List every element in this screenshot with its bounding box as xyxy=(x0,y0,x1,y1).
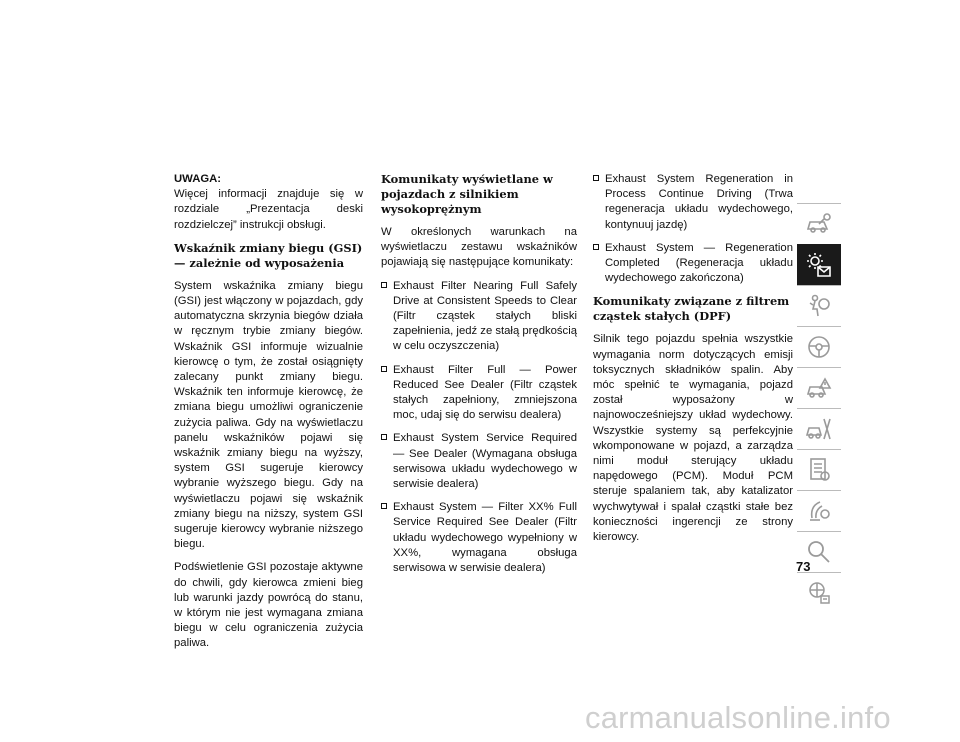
tab-airbag-safety[interactable] xyxy=(797,285,841,326)
paragraph: Silnik tego pojazdu spełnia wszystkie wymagania norm dotyczących emisji toksycznych składników spalin. Aby móc spełnić te wymagania, pojazd został wyposażony w najnowocześniejszy układ wydechowy. Wszystkie systemy są perfekcyjnie wkomponowane w pojazd, a zarządza nimi moduł sterujący układu napędowego (PCM). Moduł PCM steruje spalaniem tak, aby katalizator wychwytywał i spalał cząstki stałe bez konieczności ingerencji ze strony kierowcy. xyxy=(593,333,793,544)
section-heading-gsi: Wskaźnik zmiany biegu (GSI) — zależnie od wyposażenia xyxy=(174,240,363,270)
column-right xyxy=(593,172,793,553)
tab-steering-wheel[interactable] xyxy=(797,326,841,367)
list-item xyxy=(381,363,577,424)
tab-car-key[interactable] xyxy=(797,203,841,244)
tab-dashboard-warning[interactable] xyxy=(797,244,841,285)
paragraph: Podświetlenie GSI pozostaje aktywne do chwili, gdy kierowca zmieni bieg lub warunki jazdy powrócą do stanu, w którym nie jest wymagana zmiana biegu w celu ograniczenia zużycia paliwa. xyxy=(174,561,363,650)
tab-language-globe[interactable] xyxy=(797,572,841,613)
list-item xyxy=(593,241,793,287)
column-left xyxy=(174,172,363,660)
car-crash-emergency-icon xyxy=(804,373,834,403)
list-item-text: Exhaust Filter Full — Power Reduced See Dealer (Filtr cząstek stałych zapełniony, zmniejszona moc, udaj się do serwisu dealera) xyxy=(393,363,577,422)
checkbox-bullet-icon xyxy=(381,434,387,440)
tab-car-crash-emergency[interactable] xyxy=(797,367,841,408)
list-item xyxy=(381,431,577,492)
checkbox-bullet-icon xyxy=(381,282,387,288)
list-item xyxy=(593,172,793,233)
dashboard-warning-icon xyxy=(804,250,834,280)
paragraph: W określonych warunkach na wyświetlaczu zestawu wskaźników pojawiają się następujące komunikaty: xyxy=(381,226,577,269)
note xyxy=(174,172,363,233)
paragraph: System wskaźnika zmiany biegu (GSI) jest włączony w pojazdach, gdy automatyczna skrzynia biegów działa w ręcznym trybie zmiany biegów. Wskaźnik GSI informuje wizualnie kierowcę o tym, że został osiągnięty zalecany punkt zmiany biegu. Wskaźnik ten informuje kierowcę, że zmiana biegu umożliwi ograniczenie zużycia paliwa. Gdy na wyświetlaczu panelu wskaźników pojawi się wskaźnik zmiany biegu na wyższy, system GSI sugeruje kierowcy wybranie wyższego biegu. Gdy na wyświetlaczu pojawi się wskaźnik zmiany biegu na niższy, system GSI sugeruje kierowcy wybranie niższego biegu. xyxy=(174,279,363,551)
language-globe-icon xyxy=(804,578,834,608)
list-item-text: Exhaust System — Regeneration Completed (Regeneracja układu wydechowego zakończona) xyxy=(605,241,793,285)
tab-maintenance-schedule[interactable] xyxy=(797,449,841,490)
maintenance-schedule-icon xyxy=(804,455,834,485)
message-list xyxy=(593,172,793,286)
section-heading-diesel-messages: Komunikaty wyświetlane w pojazdach z silnikiem wysokoprężnym xyxy=(381,172,553,216)
list-item-text: Exhaust Filter Nearing Full Safely Drive at Consistent Speeds to Clear (Filtr cząstek stałych bliski zapełnienia, jedź ze stałą prędkością w celu oczyszczenia) xyxy=(393,279,577,353)
note-heading: UWAGA: xyxy=(174,173,222,185)
list-item-text: Exhaust System Service Required — See Dealer (Wymagana obsługa serwisowa układu wydechowego w serwisie dealera) xyxy=(393,432,577,491)
message-list xyxy=(381,279,577,577)
multimedia-icon xyxy=(804,496,834,526)
watermark: carmanualsonline.info xyxy=(585,700,891,735)
note-text: Więcej informacji znajduje się w rozdziale „Prezentacja deski rozdzielczej” instrukcji obsługi. xyxy=(174,188,363,231)
checkbox-bullet-icon xyxy=(381,366,387,372)
chapter-tabs xyxy=(797,203,841,613)
column-middle xyxy=(381,172,577,584)
section-heading-dpf: Komunikaty związane z filtrem cząstek stałych (DPF) xyxy=(593,294,790,324)
list-item-text: Exhaust System — Filter XX% Full Service Required See Dealer (Filtr układu wydechowego wypełniony w XX%, wymagana obsługa serwisowa w serwisie dealera) xyxy=(393,501,577,575)
checkbox-bullet-icon xyxy=(593,244,599,250)
checkbox-bullet-icon xyxy=(381,503,387,509)
car-key-icon xyxy=(804,209,834,239)
list-item xyxy=(381,500,577,576)
car-service-tools-icon xyxy=(804,414,834,444)
page-number: 73 xyxy=(796,559,811,574)
tab-multimedia[interactable] xyxy=(797,490,841,531)
checkbox-bullet-icon xyxy=(593,175,599,181)
list-item-text: Exhaust System Regeneration in Process Continue Driving (Trwa regeneracja układu wydechowego, kontynuuj jazdę) xyxy=(605,173,793,231)
airbag-safety-icon xyxy=(804,291,834,321)
steering-wheel-icon xyxy=(804,332,834,362)
tab-car-service-tools[interactable] xyxy=(797,408,841,449)
list-item xyxy=(381,279,577,355)
